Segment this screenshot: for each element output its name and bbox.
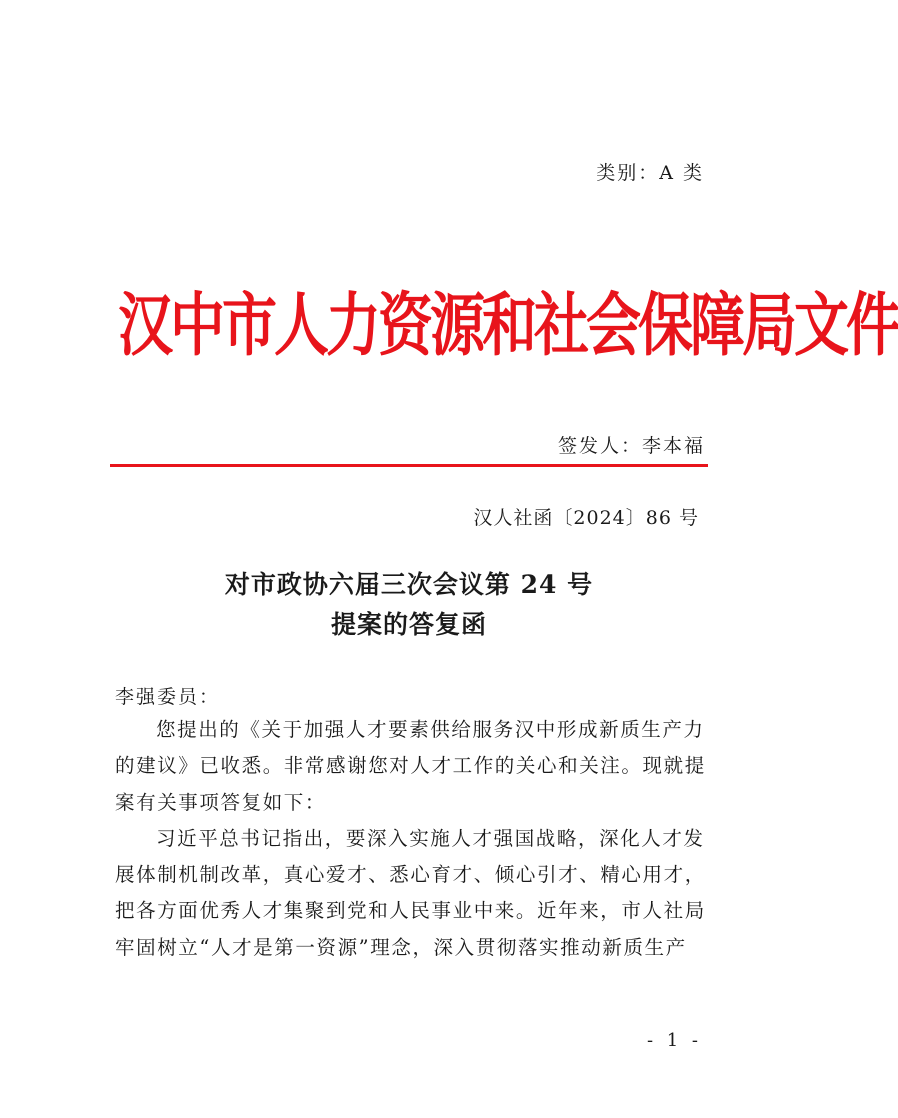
salutation: 李强委员： bbox=[115, 686, 221, 708]
body-line: 习近平总书记指出，要深入实施人才强国战略，深化人才发 bbox=[156, 826, 705, 850]
subject-line-2: 提案的答复函 bbox=[330, 610, 487, 639]
document-category: 类别：A 类 bbox=[596, 162, 704, 184]
signer-line: 签发人：李本福 bbox=[557, 435, 705, 457]
page-number: - 1 - bbox=[646, 1030, 702, 1051]
body-line: 案有关事项答复如下： bbox=[115, 790, 327, 814]
body-line: 的建议》已收悉。非常感谢您对人才工作的关心和关注。现就提 bbox=[115, 754, 706, 778]
body-line: 展体制机制改革，真心爱才、悉心育才、倾心引才、精心用才， bbox=[115, 863, 706, 887]
body-line: 把各方面优秀人才集聚到党和人民事业中来。近年来，市人社局 bbox=[115, 899, 706, 923]
red-divider bbox=[110, 464, 708, 467]
body-line: 您提出的《关于加强人才要素供给服务汉中形成新质生产力 bbox=[156, 718, 705, 741]
subject-line-1: 对市政协六届三次会议第 24 号 bbox=[224, 570, 594, 599]
issuer-title: 汉中市人力资源和社会保障局文件 bbox=[118, 285, 898, 365]
subject-title bbox=[110, 565, 708, 645]
body-line: 牢固树立“人才是第一资源”理念，深入贯彻落实推动新质生产 bbox=[115, 935, 687, 959]
document-number: 汉人社函〔2024〕86 号 bbox=[473, 507, 699, 529]
body-text bbox=[115, 712, 715, 966]
